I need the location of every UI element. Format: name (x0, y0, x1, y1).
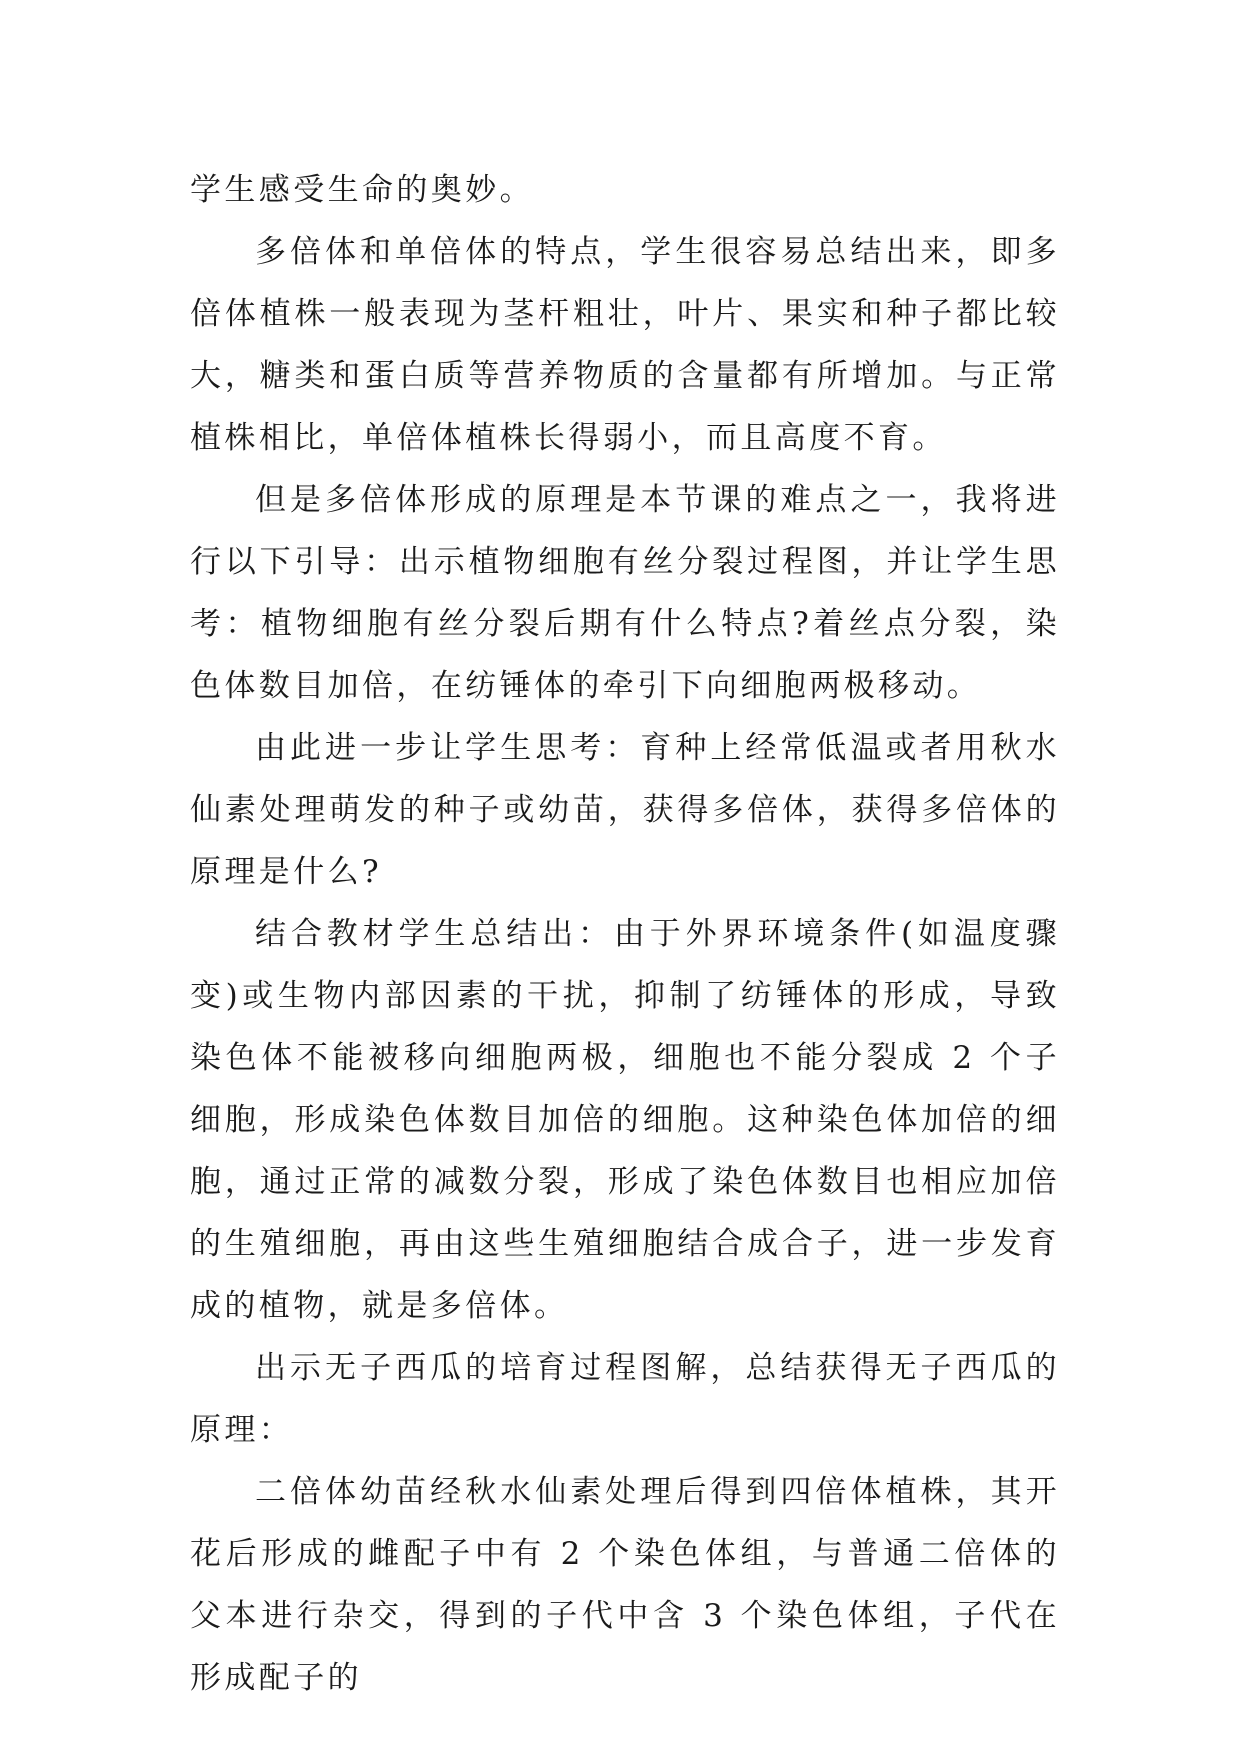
paragraph-seedless-watermelon-process: 二倍体幼苗经秋水仙素处理后得到四倍体植株，其开花后形成的雌配子中有 2 个染色体组，与普通二倍体的父本进行杂交，得到的子代中含 3 个染色体组，子代在形成配子的 (190, 1474, 1060, 1696)
document-body (190, 159, 1060, 1709)
paragraph-polyploid-traits: 多倍体和单倍体的特点，学生很容易总结出来，即多倍体植株一般表现为茎杆粗壮，叶片、果实和种子都比较大，糖类和蛋白质等营养物质的含量都有所增加。与正常植株相比，单倍体植株长得弱小，而且高度不育。 (190, 234, 1060, 456)
paragraph-polyploid-principle: 结合教材学生总结出：由于外界环境条件(如温度骤变)或生物内部因素的干扰，抑制了纺锤体的形成，导致染色体不能被移向细胞两极，细胞也不能分裂成 2 个子细胞，形成染色体数目加倍的细胞。这种染色体加倍的细胞，通过正常的减数分裂，形成了染色体数目也相应加倍的生殖细胞，再由这些生殖细胞结合成合子，进一步发育成的植物，就是多倍体。 (190, 916, 1060, 1324)
paragraph-breeding-question: 由此进一步让学生思考：育种上经常低温或者用秋水仙素处理萌发的种子或幼苗，获得多倍体，获得多倍体的原理是什么? (190, 730, 1060, 890)
paragraph-continuation: 学生感受生命的奥妙。 (190, 172, 534, 208)
paragraph-mitosis-guidance: 但是多倍体形成的原理是本节课的难点之一，我将进行以下引导：出示植物细胞有丝分裂过程图，并让学生思考：植物细胞有丝分裂后期有什么特点?着丝点分裂，染色体数目加倍，在纺锤体的牵引下向细胞两极移动。 (190, 482, 1060, 704)
paragraph-seedless-watermelon-intro: 出示无子西瓜的培育过程图解，总结获得无子西瓜的原理： (190, 1350, 1060, 1448)
